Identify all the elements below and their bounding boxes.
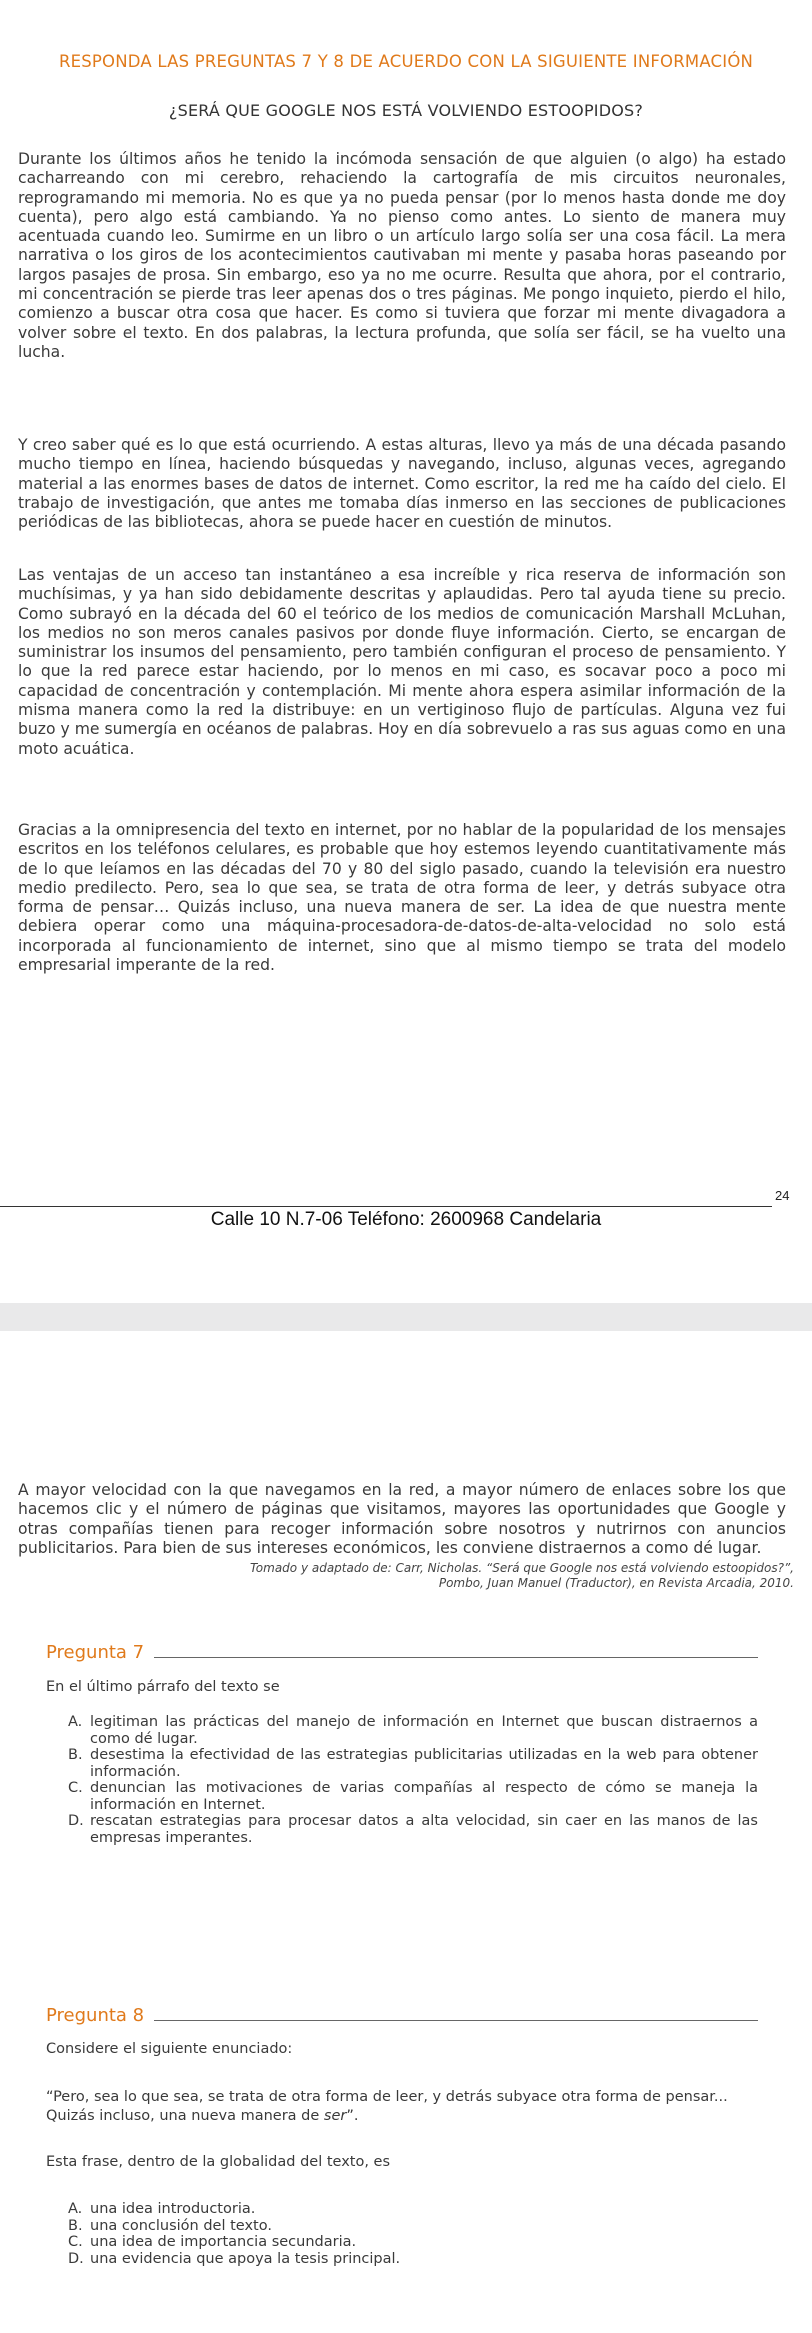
page-25 <box>0 1331 812 2333</box>
citation-line-2: Pombo, Juan Manuel (Traductor), en Revista Arcadia, 2010. <box>438 1576 794 1590</box>
question-8-option-d[interactable]: D. una evidencia que apoya la tesis principal. <box>68 2250 401 2267</box>
question-7-stem: En el último párrafo del texto se <box>46 1679 280 1695</box>
question-8-options <box>68 2201 758 2267</box>
question-8-option-c[interactable]: C. una idea de importancia secundaria. <box>68 2234 357 2250</box>
question-7-option-b[interactable]: B. desestima la efectividad de las estrategias publicitarias utilizadas en la web para obtener información. <box>68 1747 758 1780</box>
question-8-header <box>46 2005 758 2029</box>
citation-line-1: Tomado y adaptado de: Carr, Nicholas. “Será que Google nos está volviendo estoopidos?”, <box>249 1561 794 1575</box>
paragraph-2: Y creo saber qué es lo que está ocurriendo. A estas alturas, llevo ya más de una década pasando mucho tiempo en línea, haciendo búsquedas y navegando, incluso, algunas veces, agregando material a las enormes bases de datos de internet. Como escritor, la red me ha caído del cielo. El trabajo de investigación, que antes me tomaba días inmerso en las secciones de publicaciones periódicas de las bibliotecas, ahora se puede hacer en cuestión de minutos. <box>18 436 786 532</box>
question-8-quote <box>46 2088 758 2126</box>
question-8-stem: Considere el siguiente enunciado: <box>46 2041 293 2057</box>
question-7-option-d[interactable]: D. rescatan estrategias para procesar datos a alta velocidad, sin caer en las manos de las empresas imperantes. <box>68 1813 758 1846</box>
question-7-option-c[interactable]: C. denuncian las motivaciones de varias compañías al respecto de cómo se maneja la información en Internet. <box>68 1780 758 1813</box>
instructions-header: RESPONDA LAS PREGUNTAS 7 Y 8 DE ACUERDO CON LA SIGUIENTE INFORMACIÓN <box>58 52 754 71</box>
footer-address: Calle 10 N.7-06 Teléfono: 2600968 Candelaria <box>210 1209 602 1230</box>
quote-line-2-suffix: ”. <box>346 2108 359 2124</box>
question-8-prompt: Esta frase, dentro de la globalidad del texto, es <box>46 2154 391 2170</box>
citation <box>234 1561 794 1591</box>
paragraph-5: A mayor velocidad con la que navegamos en la red, a mayor número de enlaces sobre los que hacemos clic y el número de páginas que visitamos, mayores las oportunidades que Google y otras compañías tienen para recoger información sobre nosotros y nutrirnos con anuncios publicitarios. Para bien de sus intereses económicos, les conviene distraernos a como dé lugar. <box>18 1481 786 1557</box>
question-8-option-b[interactable]: B. una conclusión del texto. <box>68 2217 272 2234</box>
quote-line-2-emphasis: ser <box>323 2108 347 2124</box>
question-7-label: Pregunta 7 <box>46 1642 154 1663</box>
paragraph-3: Las ventajas de un acceso tan instantáneo a esa increíble y rica reserva de información son muchísimas, y ya han sido debidamente descritas y aplaudidas. Pero tal ayuda tiene su precio. Como subrayó en la década del 60 el teórico de los medios de comunicación Marshall McLuhan, los medios no son meros canales pasivos por donde fluye información. Cierto, se encargan de suministrar los insumos del pensamiento, pero también configuran el proceso de pensamiento. Y lo que la red parece estar haciendo, por lo menos en mi caso, es socavar poco a poco mi capacidad de concentración y contemplación. Mi mente ahora espera asimilar información de la misma manera como la red la distribuye: en un vertiginoso flujo de partículas. Alguna vez fui buzo y me sumergía en océanos de palabras. Hoy en día sobrevuelo a ras sus aguas como en una moto acuática. <box>18 566 786 758</box>
paragraph-1: Durante los últimos años he tenido la incómoda sensación de que alguien (o algo) ha estado cacharreando con mi cerebro, rehaciendo la cartografía de mis circuitos neuronales, reprogramando mi memoria. No es que ya no pueda pensar (por lo menos hasta donde me doy cuenta), pero algo está cambiando. Ya no pienso como antes. Lo siento de manera muy acentuada cuando leo. Sumirme en un libro o un artículo largo solía ser una cosa fácil. La mera narrativa o los giros de los acontecimientos cautivaban mi mente y pasaba horas paseando por largos pasajes de prosa. Sin embargo, eso ya no me ocurre. Resulta que ahora, por el contrario, mi concentración se pierde tras leer apenas dos o tres páginas. Me pongo inquieto, pierdo el hilo, comienzo a buscar otra cosa que hacer. Es como si tuviera que forzar mi mente divagadora a volver sobre el texto. En dos palabras, la lectura profunda, que solía ser fácil, se ha vuelto una lucha. <box>18 150 786 361</box>
page-separator <box>0 1303 812 1331</box>
question-8-label: Pregunta 8 <box>46 2005 154 2026</box>
quote-line-1: “Pero, sea lo que sea, se trata de otra forma de leer, y detrás subyace otra forma de pensar... <box>46 2089 728 2105</box>
question-7-header <box>46 1642 758 1666</box>
paragraph-4: Gracias a la omnipresencia del texto en internet, por no hablar de la popularidad de los mensajes escritos en los teléfonos celulares, es probable que hoy estemos leyendo cuantitativamente más de lo que leíamos en las décadas del 70 y 80 del siglo pasado, cuando la televisión era nuestro medio predilecto. Pero, sea lo que sea, se trata de otra forma de leer, y detrás subyace otra forma de pensar… Quizás incluso, una nueva manera de ser. La idea de que nuestra mente debiera operar como una máquina-procesadora-de-datos-de-alta-velocidad no solo está incorporada al funcionamiento de internet, sino que al mismo tiempo se trata del modelo empresarial imperante de la red. <box>18 821 786 975</box>
footer-divider <box>0 1206 772 1207</box>
question-8-option-a[interactable]: A. una idea introductoria. <box>68 2201 256 2217</box>
question-7-options <box>68 1714 758 1846</box>
question-7-option-a[interactable]: A. legitiman las prácticas del manejo de información en Internet que buscan distraernos a como dé lugar. <box>68 1714 758 1747</box>
page-number: 24 <box>775 1188 790 1203</box>
quote-line-2-prefix: Quizás incluso, una nueva manera de <box>46 2108 324 2124</box>
article-title: ¿SERÁ QUE GOOGLE NOS ESTÁ VOLVIENDO ESTOOPIDOS? <box>168 101 644 120</box>
